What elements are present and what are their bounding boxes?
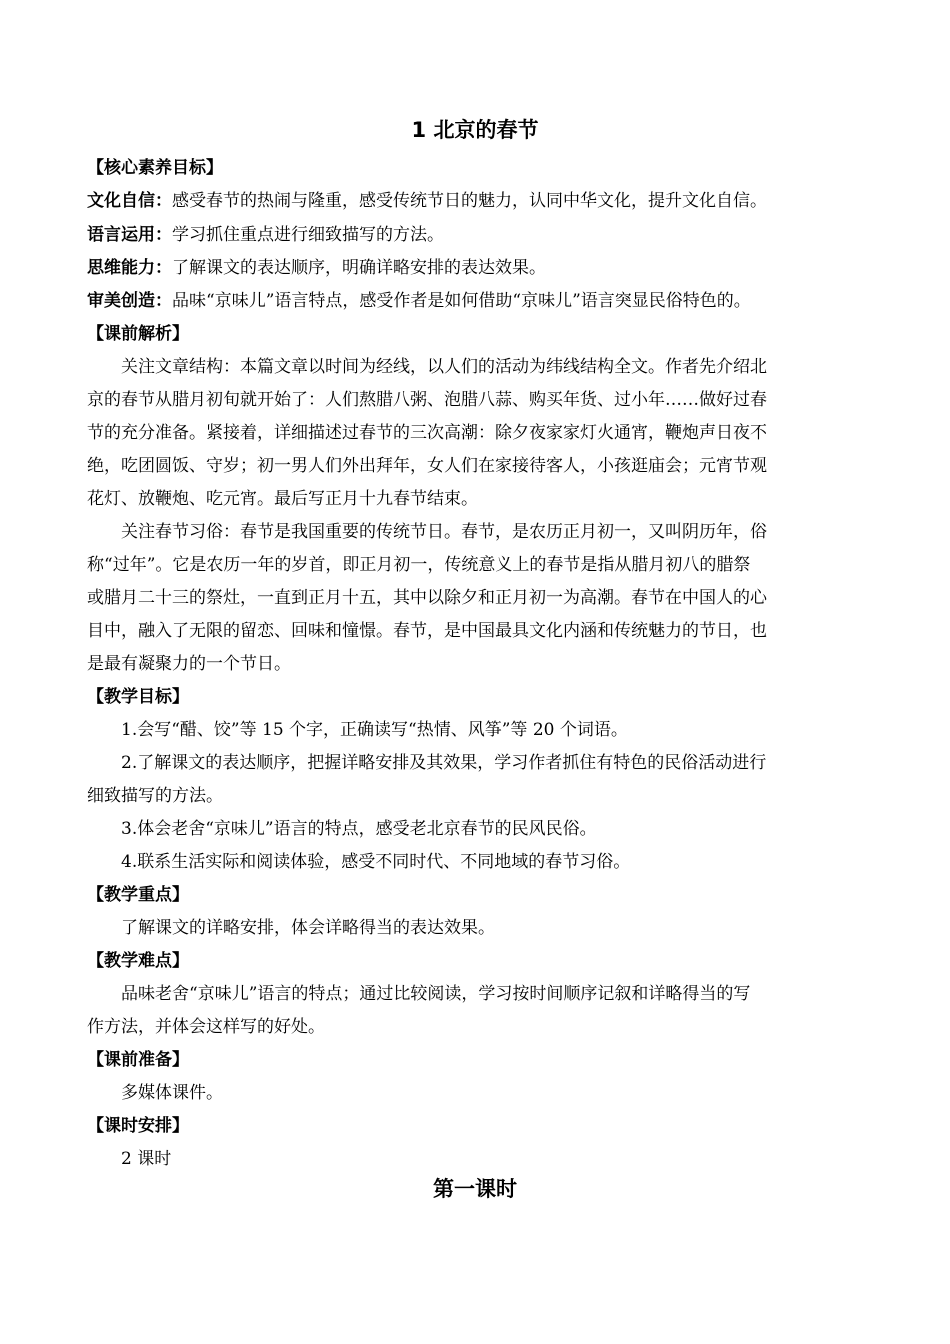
schedule-text: 2 课时 — [121, 1149, 172, 1169]
section-heading-preparation: 【课前准备】 — [87, 1050, 189, 1070]
paragraph-line: 是最有凝聚力的一个节日。 — [87, 654, 291, 674]
core-goal-label: 审美创造： — [87, 291, 172, 311]
paragraph-line: 目中，融入了无限的留恋、回味和憧憬。春节，是中国最具文化内涵和传统魅力的节日，也 — [87, 621, 767, 641]
paragraph-line: 关注文章结构：本篇文章以时间为经线，以人们的活动为纬线结构全文。作者先介绍北 — [121, 357, 767, 377]
paragraph-line: 或腊月二十三的祭灶，一直到正月十五，其中以除夕和正月初一为高潮。春节在中国人的心 — [87, 588, 767, 608]
paragraph-line: 绝，吃团圆饭、守岁；初一男人们外出拜年，女人们在家接待客人，小孩逛庙会；元宵节观 — [87, 456, 767, 476]
core-goal-text: 品味“京味儿”语言特点，感受作者是如何借助“京味儿”语言突显民俗特色的。 — [172, 291, 751, 311]
teaching-goal-line: 3.体会老舍“京味儿”语言的特点，感受老北京春节的民风民俗。 — [121, 819, 597, 839]
paragraph-line: 京的春节从腊月初旬就开始了：人们熬腊八粥、泡腊八蒜、购买年货、过小年……做好过春 — [87, 390, 767, 410]
lesson-title: 第一课时 — [433, 1177, 517, 1201]
paragraph-line: 称“过年”。它是农历一年的岁首，即正月初一，传统意义上的春节是指从腊月初八的腊祭 — [87, 555, 751, 575]
section-heading-key-points: 【教学重点】 — [87, 885, 189, 905]
core-goal-item — [87, 189, 867, 213]
core-goal-text: 了解课文的表达顺序，明确详略安排的表达效果。 — [172, 258, 546, 278]
core-goal-item — [87, 223, 867, 247]
core-goal-label: 语言运用： — [87, 225, 172, 245]
document-title: 1 北京的春节 — [411, 118, 539, 142]
preparation-text: 多媒体课件。 — [121, 1083, 223, 1103]
core-goal-label: 文化自信： — [87, 191, 172, 211]
teaching-goal-line: 细致描写的方法。 — [87, 786, 223, 806]
paragraph-line: 花灯、放鞭炮、吃元宵。最后写正月十九春节结束。 — [87, 489, 478, 509]
paragraph-line: 节的充分准备。紧接着，详细描述过春节的三次高潮：除夕夜家家灯火通宵，鞭炮声日夜不 — [87, 423, 767, 443]
section-heading-schedule: 【课时安排】 — [87, 1116, 189, 1136]
teaching-goal-line: 4.联系生活实际和阅读体验，感受不同时代、不同地域的春节习俗。 — [121, 852, 631, 872]
teaching-goal-line: 2.了解课文的表达顺序，把握详略安排及其效果，学习作者抓住有特色的民俗活动进行 — [121, 753, 767, 773]
section-heading-pre-analysis: 【课前解析】 — [87, 324, 189, 344]
difficulties-line: 品味老舍“京味儿”语言的特点；通过比较阅读，学习按时间顺序记叙和详略得当的写 — [121, 984, 751, 1004]
difficulties-line: 作方法，并体会这样写的好处。 — [87, 1017, 325, 1037]
section-heading-core-goals: 【核心素养目标】 — [87, 158, 223, 178]
core-goal-item — [87, 289, 867, 313]
section-heading-teaching-goals: 【教学目标】 — [87, 687, 189, 707]
core-goal-text: 感受春节的热闹与隆重，感受传统节日的魅力，认同中华文化，提升文化自信。 — [172, 191, 767, 211]
core-goal-item — [87, 256, 867, 280]
teaching-goal-line: 1.会写“醋、饺”等 15 个字，正确读写“热情、风筝”等 20 个词语。 — [121, 720, 628, 740]
core-goal-label: 思维能力： — [87, 258, 172, 278]
paragraph-line: 关注春节习俗：春节是我国重要的传统节日。春节，是农历正月初一，又叫阴历年，俗 — [121, 522, 767, 542]
core-goal-text: 学习抓住重点进行细致描写的方法。 — [172, 225, 444, 245]
section-heading-difficulties: 【教学难点】 — [87, 951, 189, 971]
key-points-text: 了解课文的详略安排，体会详略得当的表达效果。 — [121, 918, 495, 938]
